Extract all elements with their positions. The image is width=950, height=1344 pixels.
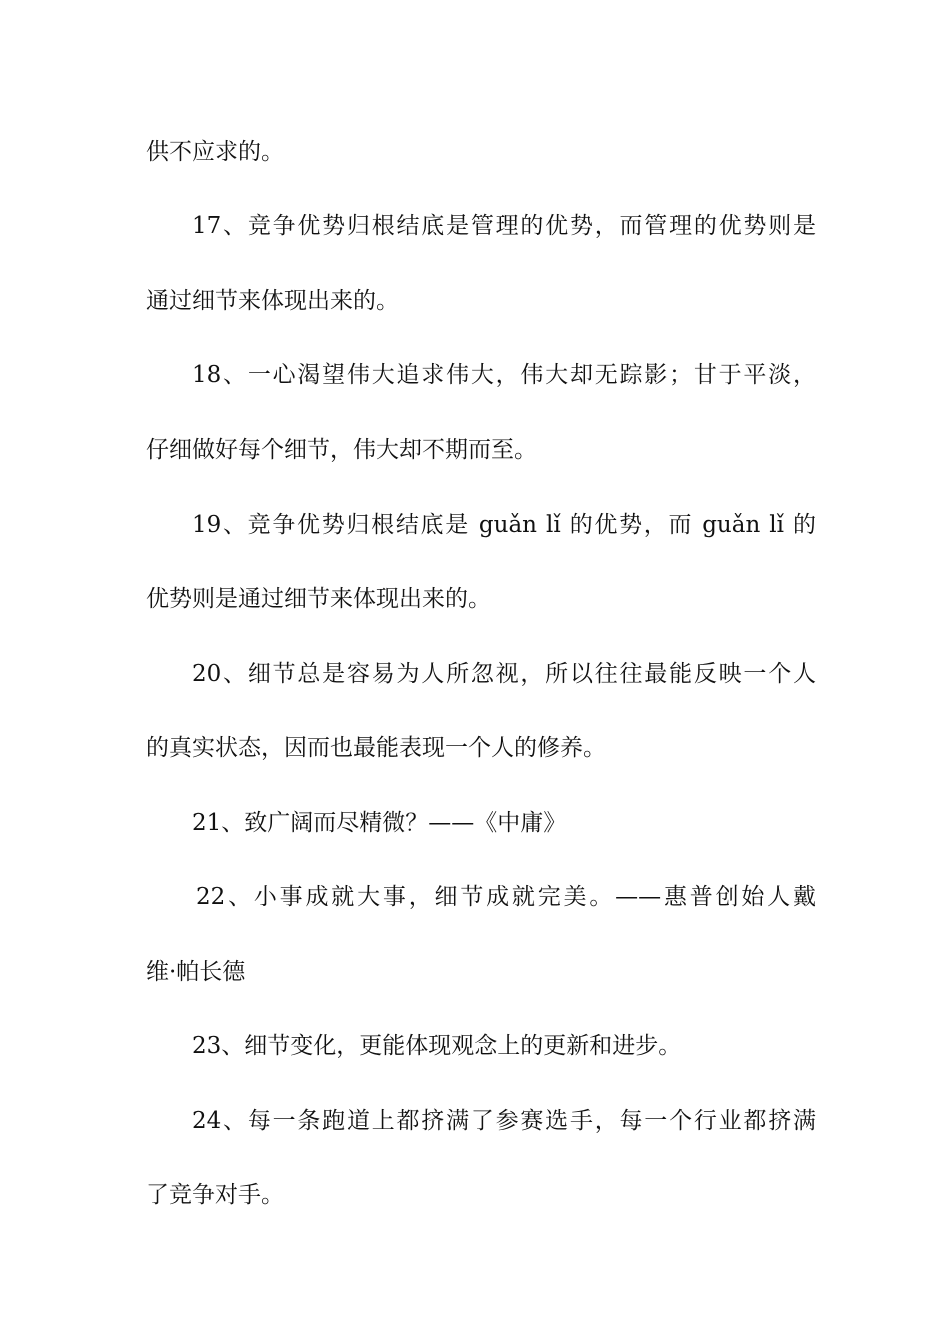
paragraph-line: 19、竞争优势归根结底是 guǎn lǐ 的优势，而 guǎn lǐ 的 [192, 512, 816, 538]
paragraph-line: 优势则是通过细节来体现出来的。 [146, 586, 491, 612]
paragraph-line: 仔细做好每个细节，伟大却不期而至。 [146, 437, 537, 463]
paragraph-line: 18、一心渴望伟大追求伟大，伟大却无踪影；甘于平淡， [192, 362, 816, 388]
paragraph-line: 了竞争对手。 [146, 1182, 284, 1208]
paragraph-line: 22、小事成就大事，细节成就完美。——惠普创始人戴 [196, 884, 816, 910]
paragraph-line: 23、细节变化，更能体现观念上的更新和进步。 [192, 1033, 682, 1059]
paragraph-line: 的真实状态，因而也最能表现一个人的修养。 [146, 735, 606, 761]
paragraph-line: 20、细节总是容易为人所忽视，所以往往最能反映一个人 [192, 661, 816, 687]
paragraph-line: 通过细节来体现出来的。 [146, 288, 399, 314]
paragraph-line: 21、致广阔而尽精微？——《中庸》 [192, 810, 567, 836]
paragraph-line: 供不应求的。 [146, 139, 284, 165]
paragraph-line: 24、每一条跑道上都挤满了参赛选手，每一个行业都挤满 [192, 1108, 816, 1134]
paragraph-line: 维·帕长德 [146, 959, 246, 985]
paragraph-line: 17、竞争优势归根结底是管理的优势，而管理的优势则是 [192, 213, 816, 239]
